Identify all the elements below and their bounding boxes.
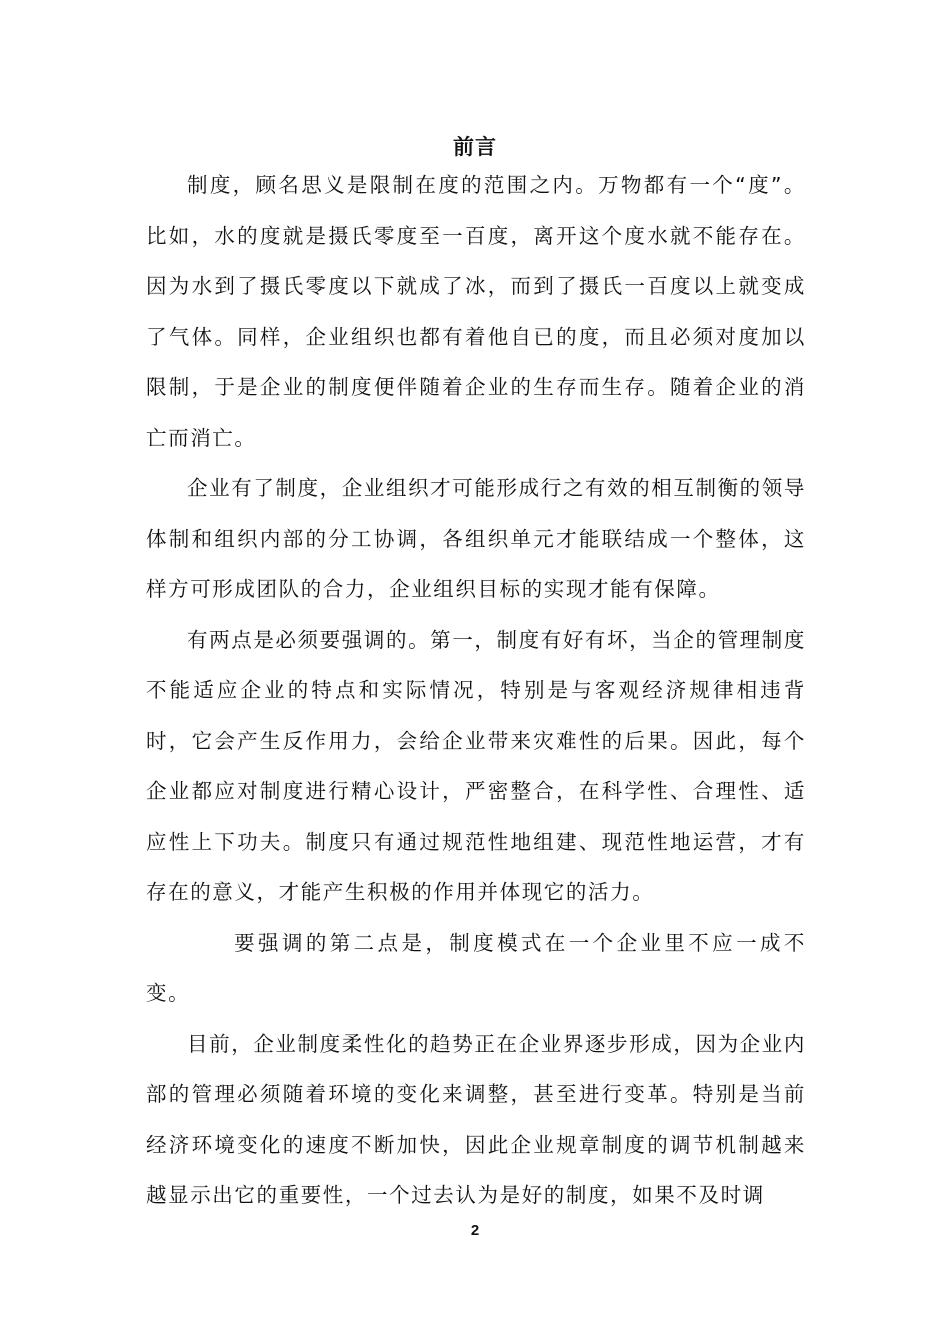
- body-text: [146, 160, 806, 1221]
- paragraph-3: 有两点是必须要强调的。第一，制度有好有坏，当企的管理制度不能适应企业的特点和实际情况，特别是与客观经济规律相违背时，它会产生反作用力，会给企业带来灾难性的后果。因此，每个企业都应对制度进行精心设计，严密整合，在科学性、合理性、适应性上下功夫。制度只有通过规范性地组建、现范性地运营，才有存在的意义，才能产生积极的作用并体现它的活力。: [146, 627, 806, 904]
- paragraph-4: 要强调的第二点是，制度模式在一个企业里不应一成不变。: [146, 930, 806, 1005]
- page-title: 前言: [453, 135, 497, 159]
- paragraph-1: 制度，顾名思义是限制在度的范围之内。万物都有一个“度”。比如，水的度就是摄氏零度至一百度，离开这个度水就不能存在。因为水到了摄氏零度以下就成了冰，而到了摄氏一百度以上就变成了气体。同样，企业组织也都有着他自已的度，而且必须对度加以限制，于是企业的制度便伴随着企业的生存而生存。随着企业的消亡而消亡。: [146, 173, 806, 450]
- paragraph-2: 企业有了制度，企业组织才可能形成行之有效的相互制衡的领导体制和组织内部的分工协调，各组织单元才能联结成一个整体，这样方可形成团队的合力，企业组织目标的实现才能有保障。: [146, 476, 806, 601]
- page-number: 2: [470, 1222, 480, 1239]
- paragraph-5: 目前，企业制度柔性化的趋势正在企业界逐步形成，因为企业内部的管理必须随着环境的变化来调整，甚至进行变革。特别是当前经济环境变化的速度不断加快，因此企业规章制度的调节机制越来越显示出它的重要性，一个过去认为是好的制度，如果不及时调: [146, 1031, 806, 1207]
